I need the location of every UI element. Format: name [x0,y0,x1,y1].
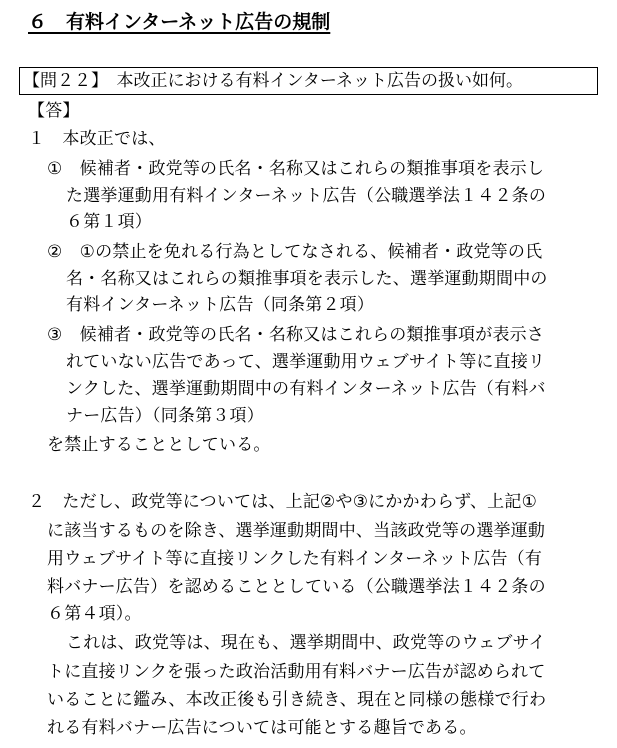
point2-line3: 用ウェブサイト等に直接リンクした有料インターネット広告（有 [47,549,543,569]
point2-line4: 料バナー広告）を認めることとしている（公職選挙法１４２条の [47,577,546,597]
item3-line4: ナー広告）（同条第３項） [66,406,264,426]
paragraph-line2: トに直接リンクを張った政治活動用有料バナー広告が認められて [47,662,546,682]
point1-closing: を禁止することとしている。 [47,435,271,455]
item2-line1: ② ①の禁止を免れる行為としてなされる、候補者・政党等の氏 [47,242,543,262]
item1-line2: た選挙運動用有料インターネット広告（公職選挙法１４２条の [66,186,547,206]
question-text: 【問２２】 本改正における有料インターネット広告の扱い如何。 [23,71,523,91]
point2-line1: ２ ただし、政党等については、上記②や③にかかわらず、上記① [28,492,538,512]
point2-line2: に該当するものを除き、選挙運動期間中、当該政党等の選挙運動 [47,521,546,541]
item2-line3: 有料インターネット広告（同条第２項） [66,295,375,315]
answer-label: 【答】 [28,101,80,121]
question-box [19,67,598,95]
item3-line3: ンクした、選挙運動期間中の有料インターネット広告（有料バ [66,379,546,399]
item3-line1: ③ 候補者・政党等の氏名・名称又はこれらの類推事項が表示さ [47,325,545,345]
paragraph-line3: いることに鑑み、本改正後も引き続き、現在と同様の態様で行わ [47,690,547,710]
point1-intro: １ 本改正では、 [28,129,166,149]
paragraph-line1: これは、政党等は、現在も、選挙期間中、政党等のウェブサイ [66,633,546,653]
point2-line5: ６第４項）。 [47,604,142,624]
section-title: ６ 有料インターネット広告の規制 [28,11,331,33]
paragraph-line4: れる有料バナー広告については可能とする趣旨である。 [47,718,477,738]
item2-line2: 名・名称又はこれらの類推事項を表示した、選挙運動期間中の [66,269,548,289]
item1-line3: ６第１項） [66,212,152,232]
item3-line2: れていない広告であって、選挙運動用ウェブサイト等に直接リ [66,352,546,372]
item1-line1: ① 候補者・政党等の氏名・名称又はこれらの類推事項を表示し [47,159,545,179]
